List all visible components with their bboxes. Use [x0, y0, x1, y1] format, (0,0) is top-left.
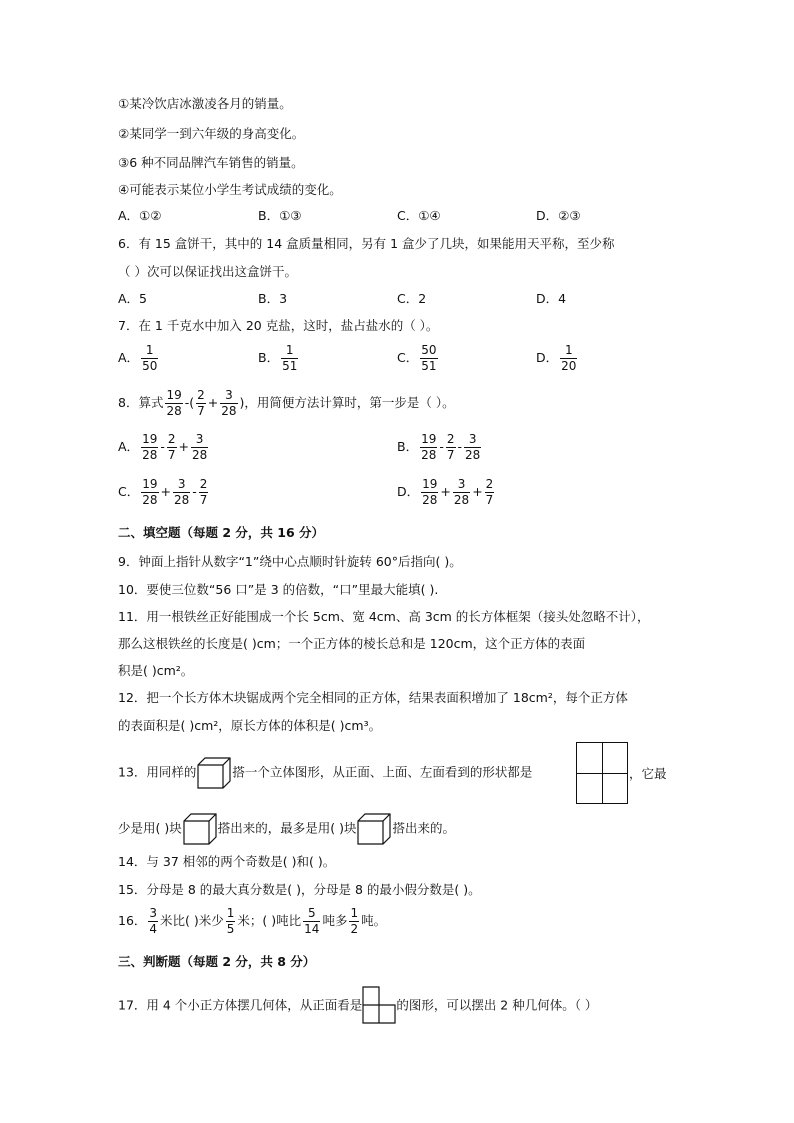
q8-option-b — [397, 432, 483, 463]
fraction: $\frac{3}{28}$ — [174, 477, 190, 507]
q9-text: 9．钟面上指针从数字“1”绕中心点顺时针旋转 60°后指向( )。 — [118, 554, 462, 569]
q7-text: 7．在 1 千克水中加入 20 克盐，这时，盐占盐水的（ ）。 — [118, 318, 439, 333]
option-label: A． — [118, 350, 140, 365]
q11-text-3: 积是( )cm²。 — [118, 663, 194, 678]
operator: - — [192, 484, 197, 499]
q13-line-2: 少是用( )块 搭出来的，最多是用( )块 搭出来的。 — [118, 812, 455, 846]
section-heading-fill-in: 二、填空题（每题 2 分，共 16 分） — [118, 525, 325, 540]
fraction: $\frac{19}{28}$ — [422, 477, 438, 507]
cube-icon — [182, 812, 218, 846]
q16-text: 16． $\frac{3}{4}$ 米比( )米少 $\frac{1}{5}$ 米；( )吨比 $\frac{5}{14}$ 吨多 $\frac{1}{2}$ 吨。 — [118, 906, 387, 936]
operator: + — [440, 484, 451, 499]
operator: + — [178, 439, 189, 454]
statement-3: ③6 种不同品牌汽车销售的销量。 — [118, 155, 304, 170]
q6-option-c: C．2 — [397, 291, 427, 306]
q11-text-1: 11．用一根铁丝正好能围成一个长 5cm、宽 4cm、高 3cm 的长方体框架（接头处忽略不计）， — [118, 609, 650, 624]
q5-option-a: A．①② — [118, 208, 162, 223]
fraction: $\frac{1}{51}$ — [282, 343, 298, 373]
fraction: $\frac{2}{7}$ — [485, 477, 494, 507]
q7-option-b — [258, 343, 300, 374]
section-heading-true-false: 三、判断题（每题 2 分，共 8 分） — [118, 954, 316, 969]
square-grid-2x2-icon — [576, 742, 628, 804]
fraction: $\frac{1}{50}$ — [142, 343, 158, 373]
fraction: $\frac{3}{28}$ — [465, 432, 481, 462]
option-label: D． — [397, 484, 420, 499]
q6-text-1: 6．有 15 盒饼干，其中的 14 盒质量相同，另有 1 盒少了几块，如果能用天平称，至少称 — [118, 236, 615, 251]
operator: - — [160, 439, 165, 454]
q7-option-c — [397, 343, 440, 374]
option-label: C． — [118, 484, 140, 499]
fraction: $\frac{19}{28}$ — [142, 477, 158, 507]
option-label: A． — [118, 439, 140, 454]
fraction: $\frac{19}{28}$ — [421, 432, 437, 462]
fraction: $\frac{1}{20}$ — [561, 343, 577, 373]
q6-option-b: B．3 — [258, 291, 288, 306]
q8-option-a — [118, 432, 210, 463]
q5-option-b: B．①③ — [258, 208, 302, 223]
q12-text-2: 的表面积是( )cm²，原长方体的体积是( )cm³。 — [118, 718, 382, 733]
q8-option-d — [397, 477, 496, 508]
q6-option-d: D．4 — [536, 291, 567, 306]
cube-icon — [196, 756, 232, 790]
q13-line-1: 13．用同样的 搭一个立体图形，从正面、上面、左面看到的形状都是 — [118, 756, 532, 790]
q5-option-d: D．②③ — [536, 208, 581, 223]
q11-text-2: 那么这根铁丝的长度是( )cm；一个正方体的棱长总和是 120cm，这个正方体的表面 — [118, 636, 586, 651]
operator: + — [472, 484, 483, 499]
option-label: D． — [536, 350, 559, 365]
statement-1: ①某冷饮店冰激凌各月的销量。 — [118, 96, 292, 111]
fraction: $\frac{2}{7}$ — [446, 432, 455, 462]
q8-option-c — [118, 477, 210, 508]
q15-text: 15．分母是 8 的最大真分数是( )，分母是 8 的最小假分数是( )。 — [118, 882, 481, 897]
operator: + — [160, 484, 171, 499]
q12-text-1: 12．把一个长方体木块锯成两个完全相同的正方体，结果表面积增加了 18cm²，每个正方体 — [118, 690, 628, 705]
front-view-shape-icon — [362, 984, 396, 1024]
option-label: B． — [258, 350, 280, 365]
option-label: B． — [397, 439, 419, 454]
option-label: C． — [397, 350, 419, 365]
q7-option-d — [536, 343, 579, 374]
q10-text: 10．要使三位数“56 口”是 3 的倍数，“口”里最大能填( ). — [118, 582, 439, 597]
q7-option-a — [118, 343, 160, 374]
fraction: $\frac{2}{7}$ — [167, 432, 176, 462]
q6-option-a: A．5 — [118, 291, 148, 306]
fraction: $\frac{19}{28}$ — [142, 432, 158, 462]
cube-icon — [356, 812, 392, 846]
statement-2: ②某同学一到六年级的身高变化。 — [118, 126, 305, 141]
q6-text-2: （ ）次可以保证找出这盒饼干。 — [118, 264, 297, 279]
fraction: $\frac{3}{28}$ — [453, 477, 470, 507]
q8-text: 8．算式 $\frac{19}{28}$ -( $\frac{2}{7}$ + $\frac{3}{28}$ )，用简便方法计算时，第一步是（ ）。 — [118, 388, 455, 418]
fraction: $\frac{2}{7}$ — [199, 477, 208, 507]
fraction: $\frac{3}{28}$ — [191, 432, 208, 462]
q13-text-end: ，它最 — [629, 766, 667, 781]
q14-text: 14．与 37 相邻的两个奇数是( )和( )。 — [118, 854, 336, 869]
operator: - — [439, 439, 444, 454]
fraction: $\frac{50}{51}$ — [421, 343, 437, 373]
q17-text: 17．用 4 个小正方体摆几何体，从正面看是 的图形，可以摆出 2 种几何体。（ ） — [118, 988, 597, 1024]
q5-option-c: C．①④ — [397, 208, 441, 223]
statement-4: ④可能表示某位小学生考试成绩的变化。 — [118, 182, 342, 197]
operator: - — [457, 439, 463, 454]
